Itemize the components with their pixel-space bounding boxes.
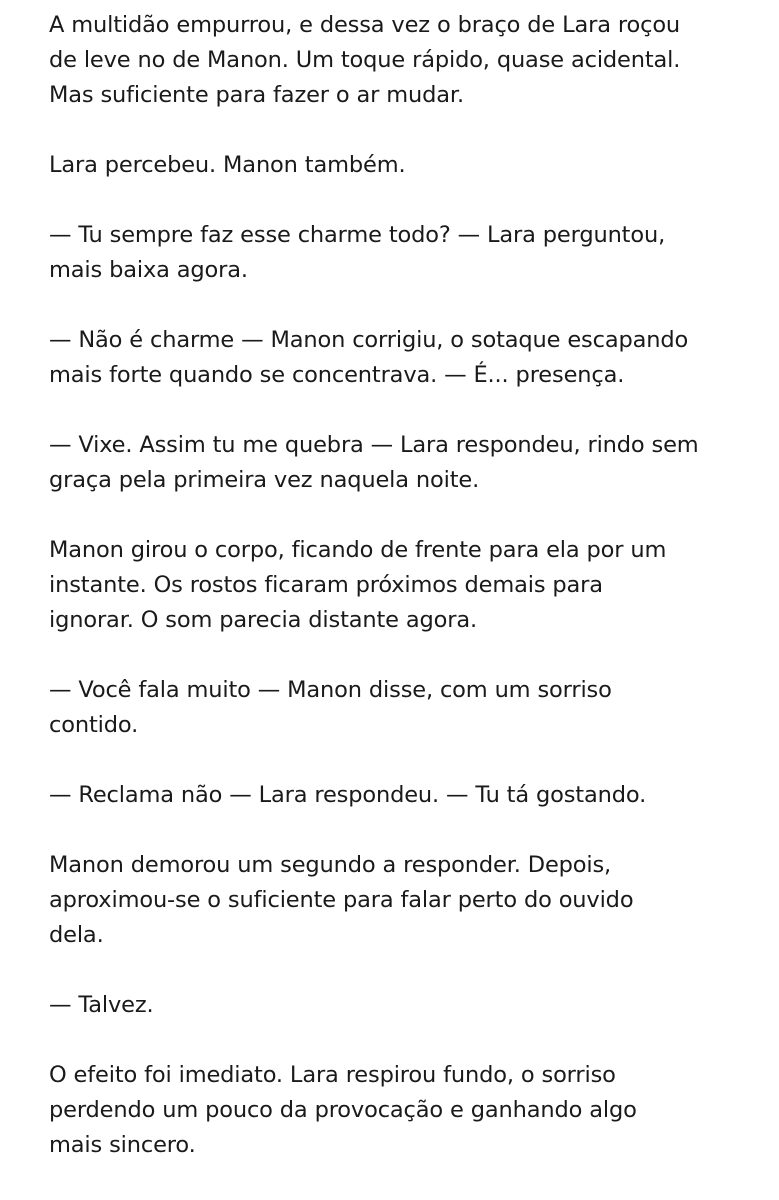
text-line: instante. Os rostos ficaram próximos demais para	[49, 572, 603, 598]
text-line: mais sincero.	[49, 1132, 196, 1158]
paragraph	[49, 428, 749, 498]
paragraph	[49, 533, 749, 638]
text-line: — Tu sempre faz esse charme todo? — Lara perguntou,	[49, 222, 666, 248]
text-line: ignorar. O som parecia distante agora.	[49, 607, 478, 633]
text-line: mais baixa agora.	[49, 257, 248, 283]
text-line: dela.	[49, 922, 104, 948]
paragraph	[49, 218, 749, 288]
paragraph	[49, 1058, 749, 1163]
text-line: O efeito foi imediato. Lara respirou fundo, o sorriso	[49, 1062, 616, 1088]
text-line: Mas suficiente para fazer o ar mudar.	[49, 82, 464, 108]
text-line: — Talvez.	[49, 992, 154, 1018]
text-line: perdendo um pouco da provocação e ganhando algo	[49, 1097, 637, 1123]
paragraph	[49, 8, 749, 113]
text-line: contido.	[49, 712, 139, 738]
text-line: A multidão empurrou, e dessa vez o braço de Lara roçou	[49, 12, 681, 38]
text-line: — Não é charme — Manon corrigiu, o sotaque escapando	[49, 327, 689, 353]
text-line: Lara percebeu. Manon também.	[49, 152, 406, 178]
text-line: mais forte quando se concentrava. — É... presença.	[49, 362, 625, 388]
paragraph	[49, 848, 749, 953]
paragraph	[49, 778, 749, 813]
text-line: de leve no de Manon. Um toque rápido, quase acidental.	[49, 47, 681, 73]
paragraph	[49, 988, 749, 1023]
text-line: aproximou-se o suficiente para falar perto do ouvido	[49, 887, 634, 913]
paragraph	[49, 673, 749, 743]
text-line: — Vixe. Assim tu me quebra — Lara respondeu, rindo sem	[49, 432, 699, 458]
story-text	[49, 8, 749, 1198]
text-line: graça pela primeira vez naquela noite.	[49, 467, 480, 493]
paragraph	[49, 323, 749, 393]
paragraph	[49, 148, 749, 183]
text-line: Manon demorou um segundo a responder. Depois,	[49, 852, 612, 878]
text-line: — Reclama não — Lara respondeu. — Tu tá gostando.	[49, 782, 647, 808]
text-line: Manon girou o corpo, ficando de frente para ela por um	[49, 537, 667, 563]
text-line: — Você fala muito — Manon disse, com um sorriso	[49, 677, 612, 703]
